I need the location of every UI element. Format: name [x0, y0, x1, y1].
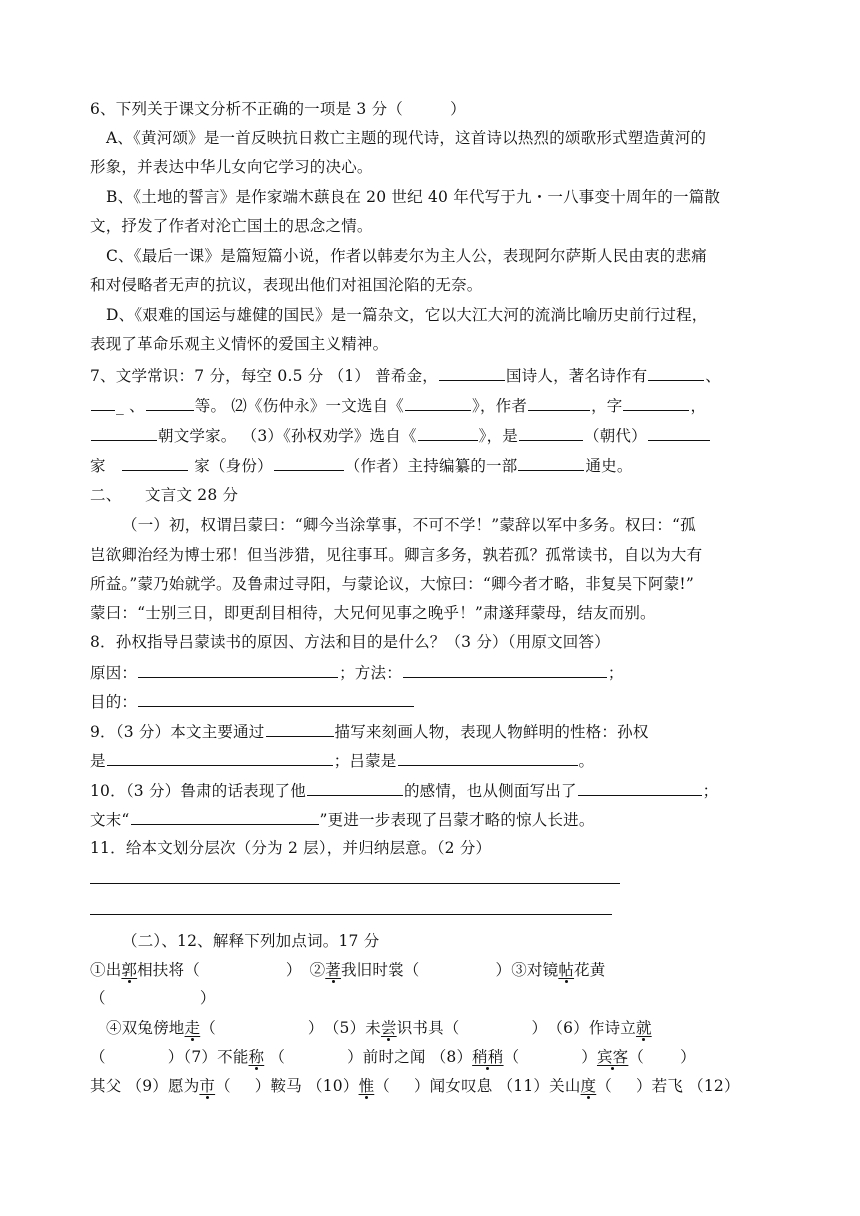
blank[interactable]	[122, 454, 188, 471]
passage-line2: 岂欲卿治经为博士邪！但当涉猎，见往事耳。卿言多务，孰若孤？孤常读书，自以为大有	[90, 546, 703, 564]
q11-stem: 11．给本文划分层次（分为 2 层），并归纳层意。（2 分）	[90, 839, 492, 857]
dotted-word: 帖	[558, 961, 575, 979]
passage-line4: 蒙曰：“士别三日，即更刮目相待，大兄何见事之晚乎！”肃遂拜蒙母，结友而别。	[90, 604, 656, 622]
blank[interactable]	[107, 749, 333, 766]
q8-line-purpose: 目的：	[90, 690, 415, 713]
blank[interactable]	[623, 394, 689, 411]
q12-stem: （二）、12、解释下列加点词。17 分	[122, 932, 380, 950]
q6-option-d-line2: 表现了革命乐观主义情怀的爱国主义精神。	[90, 335, 389, 353]
section-2-title: 二、 文言文 28 分	[90, 486, 239, 504]
dotted-word: 度	[580, 1077, 597, 1095]
blank[interactable]	[528, 394, 590, 411]
q9-line2: 是 ；吕蒙是 。	[90, 749, 594, 772]
q12-row3: ④双兔傍地走（ ） （5）未尝识书具（ ） （6）作诗立就	[106, 1019, 652, 1037]
answer-line[interactable]	[90, 883, 620, 884]
q6-option-b-line2: 文，抒发了作者对沦亡国土的思念之情。	[90, 217, 373, 235]
blank[interactable]	[439, 364, 505, 381]
blank[interactable]	[519, 424, 583, 441]
blank[interactable]	[131, 808, 319, 825]
q10-line1: 10．（3 分）鲁肃的话表现了他 的感情，也从侧面写出了 ；	[90, 779, 718, 802]
q7-line4: 家 家（身份） （作者）主持编纂的一部 通史。	[90, 454, 633, 477]
dotted-word: 惟	[358, 1077, 375, 1095]
q6-option-a-line2: 形象，并表达中华儿女向它学习的决心。	[90, 158, 373, 176]
blank[interactable]	[518, 454, 584, 471]
dotted-word: 著	[325, 961, 341, 979]
q10-line2: 文末“ ”更进一步表现了吕蒙才略的惊人长进。	[90, 808, 595, 831]
dotted-word: 就	[635, 1019, 652, 1037]
q7-line1: 7、文学常识：7 分，每空 0.5 分 （1） 普希金， 国诗人，著名诗作有 、	[90, 364, 721, 387]
reason-blank[interactable]	[138, 661, 338, 678]
blank[interactable]	[578, 779, 702, 796]
q9-line1: 9．（3 分）本文主要通过 描写来刻画人物，表现人物鲜明的性格：孙权	[90, 720, 649, 743]
blank[interactable]	[418, 424, 478, 441]
q12-row1: ①出郭相扶将（ ） ②著我旧时裳（ ）③对镜帖花黄	[90, 961, 606, 979]
dotted-word: 市	[199, 1077, 216, 1095]
blank[interactable]	[398, 749, 578, 766]
q7-line2: _ 、 等。 ⑵《伤仲永》一文选自《 》，作者 ，字 ，	[90, 394, 706, 417]
blank[interactable]	[91, 424, 157, 441]
dotted-word: 尝	[380, 1019, 397, 1037]
passage-line1: （一）初，权谓吕蒙曰：“卿今当涂掌事，不可不学！”蒙辞以军中多务。权曰：“孤	[122, 516, 696, 534]
q12-row2: （ ）	[90, 989, 216, 1007]
blank[interactable]	[648, 364, 704, 381]
dotted-word: 宾客	[596, 1048, 629, 1066]
q6-option-a-line1: A、《黄河颂》是一首反映抗日救亡主题的现代诗，这首诗以热烈的颂歌形式塑造黄河的	[106, 129, 707, 147]
blank[interactable]	[91, 394, 115, 411]
q6-option-c-line2: 和对侵略者无声的抗议，表现出他们对祖国沦陷的无奈。	[90, 276, 483, 294]
q6-option-c-line1: C、《最后一课》是篇短篇小说，作者以韩麦尔为主人公，表现阿尔萨斯人民由衷的悲痛	[106, 247, 707, 265]
q12-row5: 其父 （9）愿为市（ ）鞍马 （10）惟（ ）闻女叹息 （11）关山度（ ）若飞 （12）	[90, 1077, 740, 1095]
answer-line[interactable]	[90, 914, 612, 915]
passage-line3: 所益。”蒙乃始就学。及鲁肃过寻阳，与蒙论议，大惊曰：“卿今者才略，非复吴下阿蒙!”	[90, 575, 694, 593]
blank[interactable]	[307, 779, 403, 796]
q6-option-b-line1: B、《土地的誓言》是作家端木蕻良在 20 世纪 40 年代写于九・一八事变十周年的一篇散	[106, 188, 721, 206]
blank[interactable]	[266, 720, 334, 737]
blank[interactable]	[274, 454, 344, 471]
q6-option-d-line1: D、《艰难的国运与雄健的国民》是一篇杂文，它以大江大河的流淌比喻历史前行过程，	[106, 306, 708, 324]
blank[interactable]	[648, 424, 710, 441]
q7-line3: 朝文学家。 （3）《孙权劝学》选自《 》，是 （朝代）	[90, 424, 711, 447]
dotted-word: 稍稍	[472, 1048, 504, 1066]
q6-stem: 6、下列关于课文分析不正确的一项是 3 分（ ）	[90, 100, 466, 118]
purpose-blank[interactable]	[138, 690, 414, 707]
blank[interactable]	[405, 394, 471, 411]
dotted-word: 走	[184, 1019, 201, 1037]
blank[interactable]	[146, 394, 194, 411]
method-blank[interactable]	[403, 661, 607, 678]
q12-row4: （ ）（7）不能称 （ ）前时之闻 （8）稍稍（ ）宾客（ ）	[90, 1048, 696, 1066]
dotted-word: 称	[248, 1048, 265, 1066]
dotted-word: 郭	[121, 961, 138, 979]
q8-stem: 8．孙权指导吕蒙读书的原因、方法和目的是什么？（3 分）（用原文回答）	[90, 633, 610, 651]
q8-line-reason-method: 原因： ；方法： ；	[90, 661, 624, 684]
